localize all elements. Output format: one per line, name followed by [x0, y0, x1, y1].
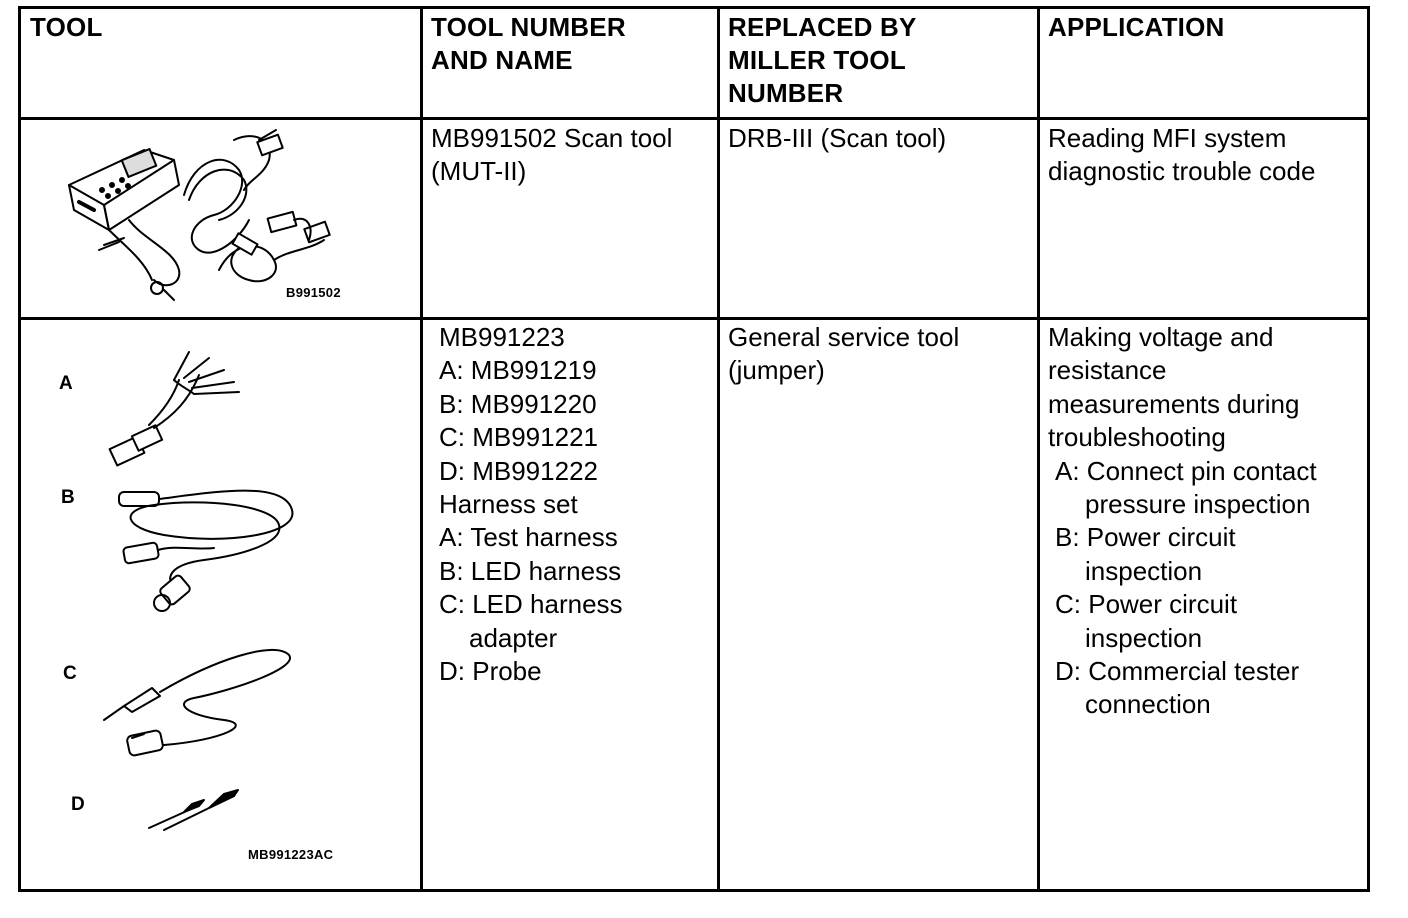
special-tools-table [18, 6, 1370, 892]
harness-application-line: connection [1085, 689, 1211, 720]
harness-label-a: A [59, 373, 73, 394]
harness-number-line: B: MB991220 [439, 388, 597, 419]
harness-set-application-cell [1048, 321, 1368, 722]
header-tool [30, 11, 410, 44]
harness-number-line: C: MB991221 [439, 422, 598, 453]
scan-tool-illustration [24, 120, 420, 317]
column-divider [420, 9, 423, 889]
header-application-label: APPLICATION [1048, 12, 1225, 42]
harness-set-number-cell [431, 321, 715, 688]
harness-set-caption: MB991223AC [248, 847, 334, 862]
column-divider [717, 9, 720, 889]
harness-replaced-line: (jumper) [728, 355, 825, 386]
harness-label-d: D [71, 794, 85, 815]
scan-tool-replaced-line: DRB-III (Scan tool) [728, 123, 947, 153]
scan-tool-application-line: Reading MFI system [1048, 123, 1287, 153]
harness-application-line: resistance [1048, 355, 1167, 386]
harness-application-line: C: Power circuit [1055, 589, 1238, 620]
harness-replaced-line: General service tool [728, 322, 960, 352]
scan-tool-replaced-cell [728, 122, 1034, 155]
harness-number-line: adapter [469, 622, 558, 653]
scan-tool-image-cell [24, 120, 420, 317]
harness-application-line: Making voltage and [1048, 322, 1274, 352]
harness-set-image-cell [24, 320, 420, 892]
harness-application-line: inspection [1085, 555, 1203, 586]
harness-number-line: MB991223 [439, 322, 565, 352]
scan-tool-caption: B991502 [286, 285, 341, 300]
column-divider [1037, 9, 1040, 889]
scan-tool-number-line: (MUT-II) [431, 156, 527, 187]
scan-tool-number-line: MB991502 Scan tool [431, 123, 673, 153]
harness-number-line: C: LED harness [439, 589, 623, 620]
header-tool-number-line: AND NAME [431, 45, 573, 75]
header-replaced-line: MILLER TOOL [728, 45, 906, 75]
header-tool-number-line: TOOL NUMBER [431, 12, 626, 42]
scan-tool-application-line: diagnostic trouble code [1048, 156, 1316, 187]
scan-tool-application-cell [1048, 122, 1368, 189]
harness-set-replaced-cell [728, 321, 1034, 388]
harness-application-line: D: Commercial tester [1055, 656, 1300, 687]
harness-label-b: B [61, 487, 75, 508]
header-application [1048, 11, 1366, 44]
header-replaced-line: REPLACED BY [728, 12, 917, 42]
harness-application-line: pressure inspection [1085, 489, 1311, 520]
harness-application-line: troubleshooting [1048, 422, 1226, 453]
harness-number-line: B: LED harness [439, 555, 622, 586]
harness-set-illustration [24, 320, 420, 892]
header-tool-label: TOOL [30, 12, 103, 42]
scan-tool-number-cell [431, 122, 715, 189]
harness-application-line: inspection [1085, 622, 1203, 653]
harness-number-line: A: MB991219 [439, 355, 597, 386]
header-replaced-by [728, 11, 1033, 110]
header-tool-number [431, 11, 713, 77]
harness-number-line: Harness set [439, 489, 578, 520]
harness-application-line: B: Power circuit [1055, 522, 1236, 553]
harness-number-line: A: Test harness [439, 522, 618, 553]
harness-number-line: D: Probe [439, 656, 542, 687]
harness-application-line: measurements during [1048, 388, 1300, 419]
harness-number-line: D: MB991222 [439, 455, 598, 486]
harness-application-line: A: Connect pin contact [1055, 455, 1317, 486]
header-replaced-line: NUMBER [728, 78, 844, 108]
harness-label-c: C [63, 663, 77, 684]
